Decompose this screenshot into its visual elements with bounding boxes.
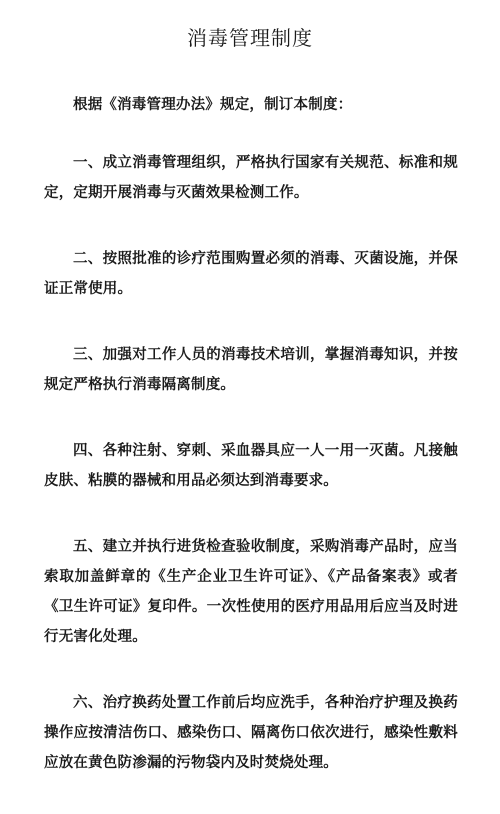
rule-paragraph-5: 五、建立并执行进货检查验收制度，采购消毒产品时，应当索取加盖鲜章的《生产企业卫生许可证》、《产品备案表》或者《卫生许可证》复印件。一次性使用的医疗用品用后应当及时进行无害化处理。 (44, 539, 458, 645)
intro-paragraph: 根据《消毒管理办法》规定，制订本制度： (73, 97, 353, 113)
rule-paragraph-6: 六、治疗换药处置工作前后均应洗手，各种治疗护理及换药操作应按清洁伤口、感染伤口、隔离伤口依次进行，感染性敷料应放在黄色防渗漏的污物袋内及时焚烧处理。 (44, 695, 458, 771)
rule-paragraph-3: 三、加强对工作人员的消毒技术培训，掌握消毒知识，并按规定严格执行消毒隔离制度。 (44, 347, 458, 393)
document-body (44, 90, 458, 814)
document-title: 消毒管理制度 (187, 26, 313, 50)
rule-paragraph-1: 一、成立消毒管理组织，严格执行国家有关规范、标准和规定，定期开展消毒与灭菌效果检测工作。 (44, 155, 458, 201)
rule-paragraph-2: 二、按照批准的诊疗范围购置必须的消毒、灭菌设施，并保证正常使用。 (44, 251, 458, 297)
rule-paragraph-4: 四、各种注射、穿刺、采血器具应一人一用一灭菌。凡接触皮肤、粘膜的器械和用品必须达到消毒要求。 (44, 443, 458, 489)
